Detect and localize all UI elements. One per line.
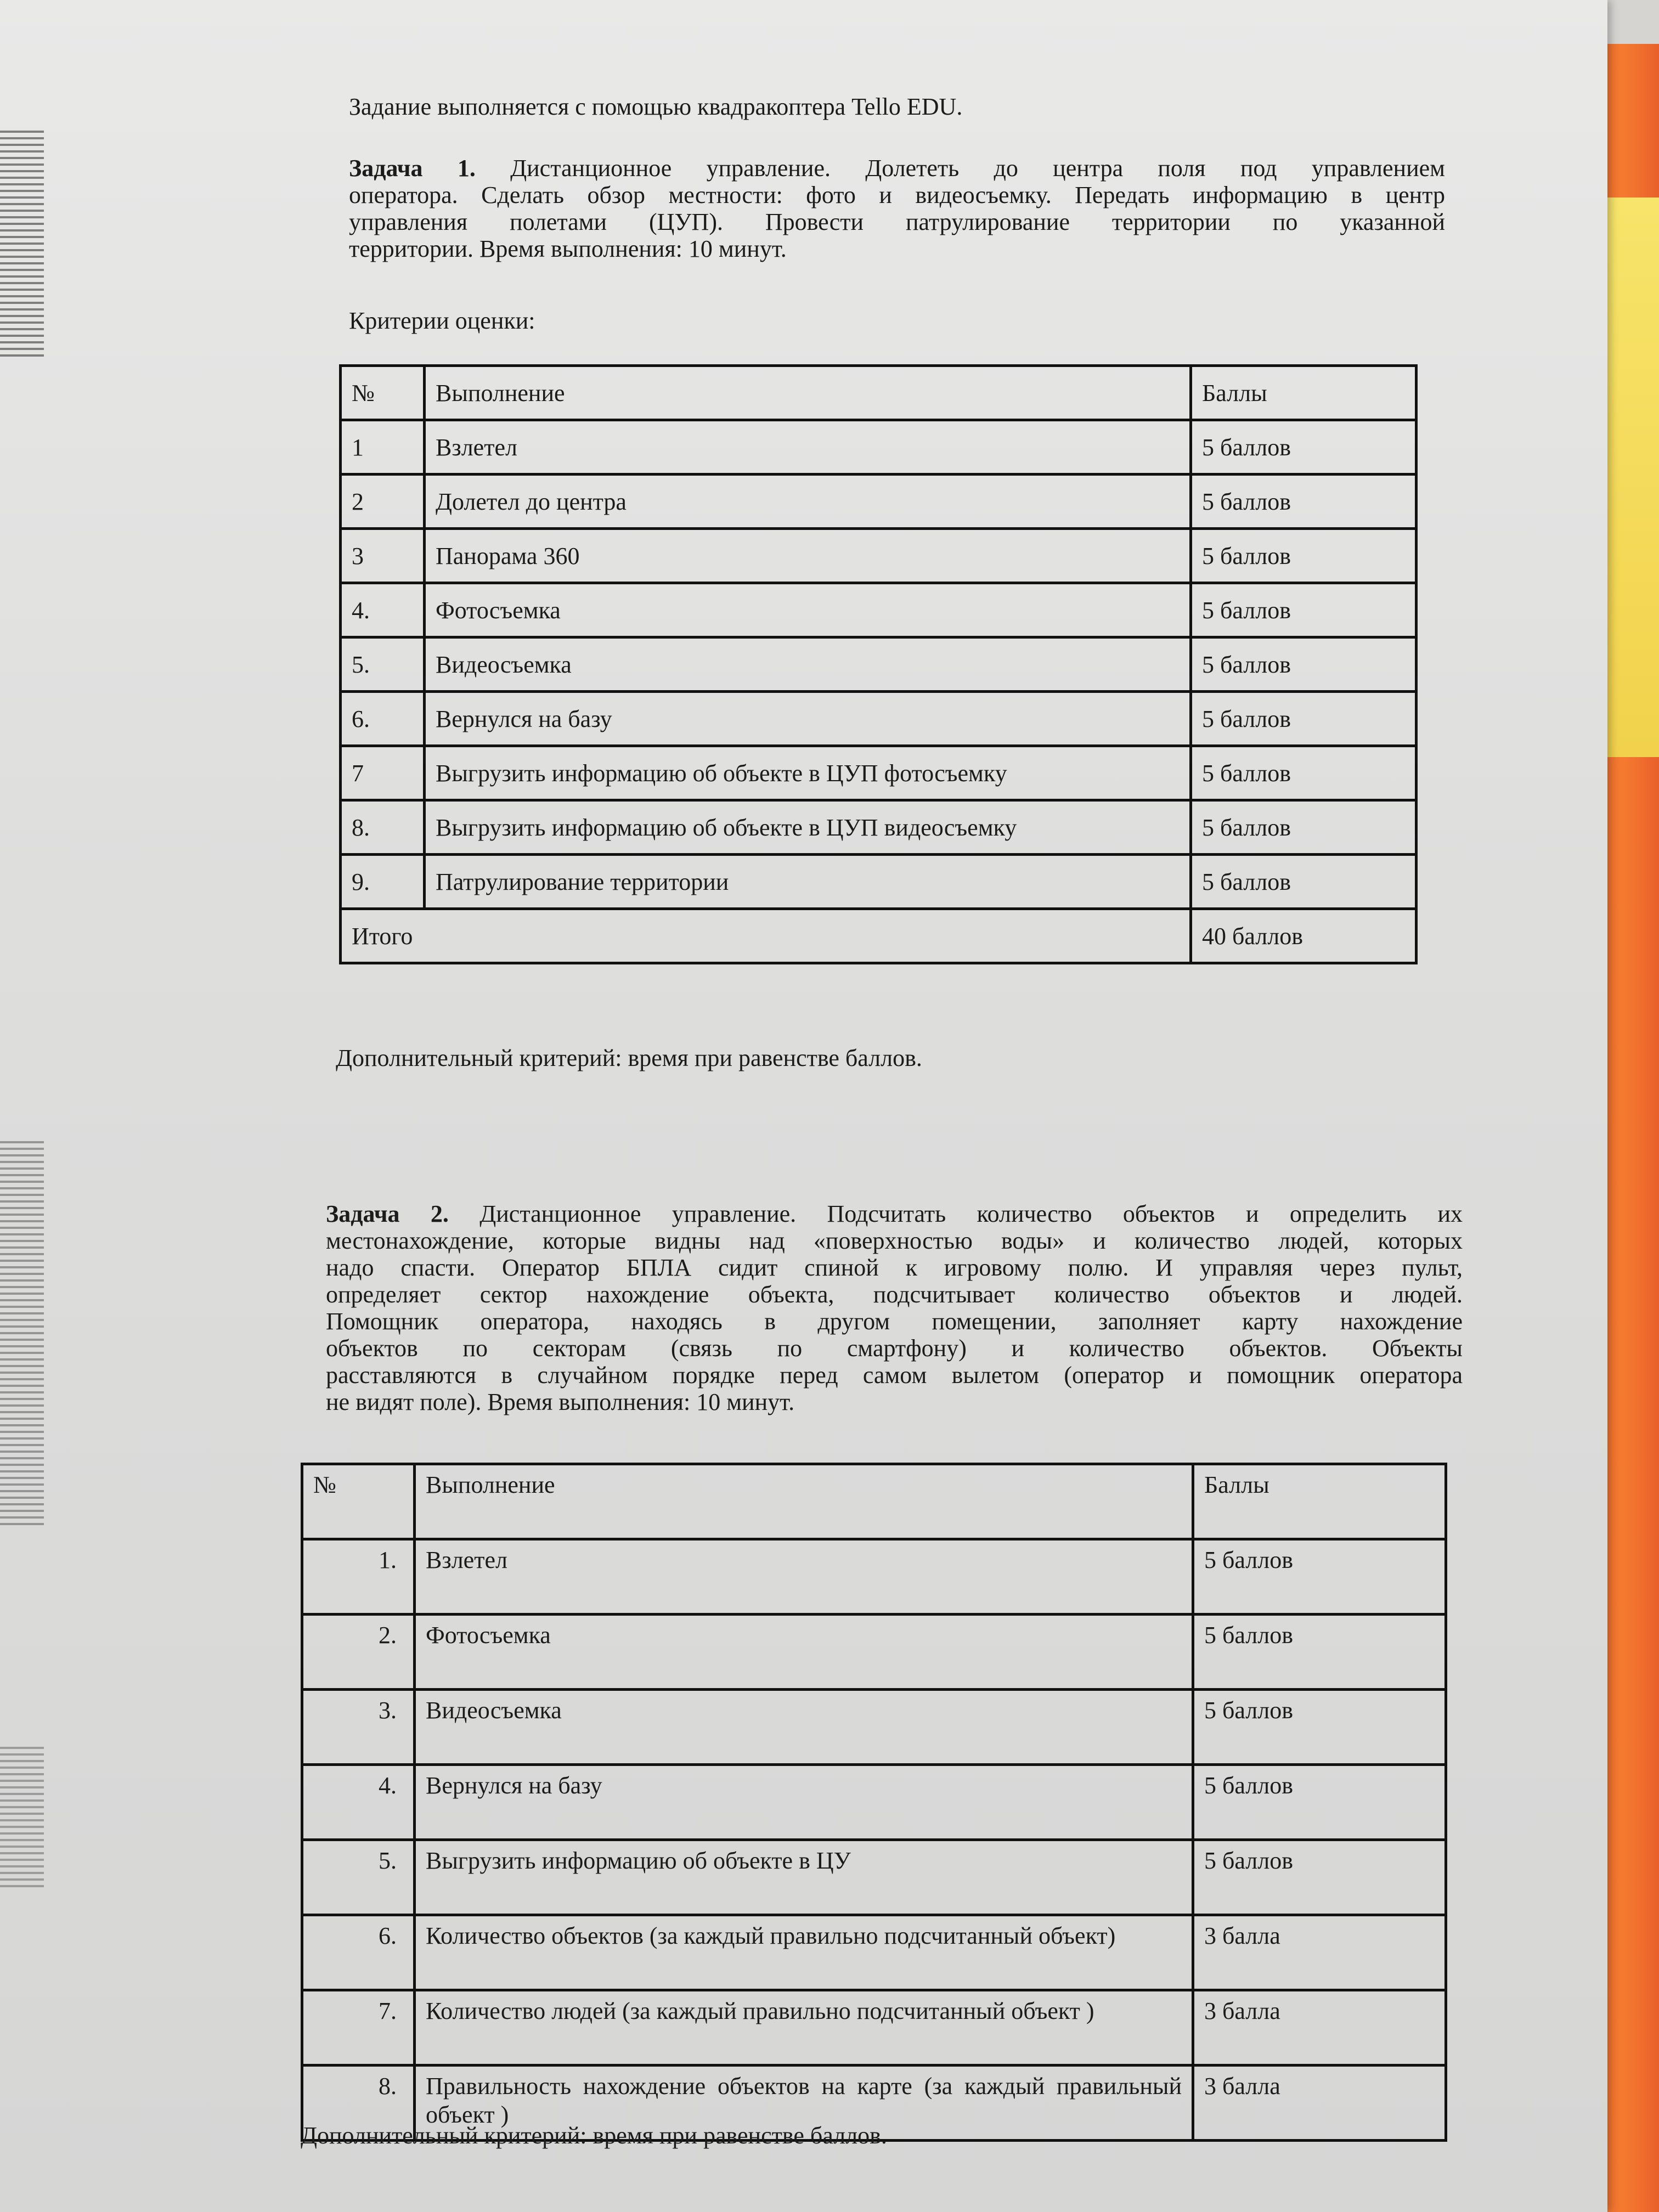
header-task: Выполнение [425,366,1191,420]
row-number: 1 [341,420,425,475]
table-row [302,1539,1446,1615]
table-row [341,637,1417,692]
task2-paragraph [326,1200,1463,1415]
row-task: Количество объектов (за каждый правильно подсчитанный объект) [415,1915,1193,1990]
table-row [341,746,1417,800]
row-number: 3. [302,1690,415,1765]
table-row [341,855,1417,909]
row-number: 4. [341,583,425,637]
row-points: 5 баллов [1191,529,1417,583]
task2-criteria-table [301,1463,1447,2142]
row-number: 2 [341,475,425,529]
row-points: 5 баллов [1191,692,1417,746]
row-points: 5 баллов [1191,855,1417,909]
task2-line: местонахождение, которые видны над «поверхностью воды» и количество людей, которых [326,1227,1463,1254]
row-task: Панорама 360 [425,529,1191,583]
table-header-row [341,366,1417,420]
table-row [341,692,1417,746]
row-number: 7 [341,746,425,800]
criteria-title: Критерии оценки: [349,307,535,334]
table-row [302,1990,1446,2066]
task1-extra-criterion: Дополнительный критерий: время при равенстве баллов. [336,1045,922,1071]
header-number: № [341,366,425,420]
row-task: Количество людей (за каждый правильно подсчитанный объект ) [415,1990,1193,2066]
table-row [302,1690,1446,1765]
task1-label: Задача 1. [349,155,476,182]
task1-line: Задача 1. Дистанционное управление. Долететь до центра поля под управлением [349,155,1446,182]
table-row [302,1765,1446,1840]
intro-text: Задание выполняется с помощью квадракоптера Tello EDU. [349,93,963,120]
row-points: 5 баллов [1191,637,1417,692]
row-task: Выгрузить информацию об объекте в ЦУ [415,1840,1193,1915]
row-task: Взлетел [415,1539,1193,1615]
task2-line: определяет сектор нахождение объекта, подсчитывает количество объектов и людей. [326,1281,1463,1308]
row-points: 5 баллов [1193,1615,1446,1690]
row-number: 4. [302,1765,415,1840]
row-points: 3 балла [1193,1915,1446,1990]
row-points: 5 баллов [1193,1690,1446,1765]
table-row [302,1615,1446,1690]
row-number: 1. [302,1539,415,1615]
row-task: Вернулся на базу [425,692,1191,746]
row-number: 2. [302,1615,415,1690]
row-points: 5 баллов [1191,746,1417,800]
table-row [302,1840,1446,1915]
table-row [341,800,1417,855]
row-task: Фотосъемка [415,1615,1193,1690]
row-points: 5 баллов [1193,1539,1446,1615]
task2-line: Задача 2. Дистанционное управление. Подсчитать количество объектов и определить их [326,1200,1463,1227]
task2-line: не видят поле). Время выполнения: 10 минут. [326,1389,795,1415]
row-number: 6. [302,1915,415,1990]
task2-line: Помощник оператора, находясь в другом помещении, заполняет карту нахождение [326,1308,1463,1335]
table-row [341,583,1417,637]
row-task: Правильность нахождение объектов на карте (за каждый правильный объект ) [415,2066,1193,2141]
header-number: № [302,1464,415,1539]
row-task: Патрулирование территории [425,855,1191,909]
row-number: 5. [341,637,425,692]
row-points: 5 баллов [1191,475,1417,529]
row-points: 5 баллов [1191,800,1417,855]
print-bleed-mark [0,1141,44,1525]
header-task: Выполнение [415,1464,1193,1539]
task2-line: надо спасти. Оператор БПЛА сидит спиной к игровому полю. И управляя через пульт, [326,1254,1463,1281]
task2-extra-criterion: Дополнительный критерий: время при равенстве баллов. [301,2122,887,2149]
task1-line: управления полетами (ЦУП). Провести патрулирование территории по указанной [349,208,1445,235]
table-total-row [341,909,1417,963]
row-task: Взлетел [425,420,1191,475]
task1-line: территории. Время выполнения: 10 минут. [349,235,787,262]
row-number: 5. [302,1840,415,1915]
row-number: 6. [341,692,425,746]
row-task: Вернулся на базу [415,1765,1193,1840]
row-task: Видеосъемка [415,1690,1193,1765]
row-points: 5 баллов [1191,583,1417,637]
row-points: 5 баллов [1191,420,1417,475]
task2-line: расставляются в случайном порядке перед самом вылетом (оператор и помощник оператора [326,1362,1463,1389]
row-points: 3 балла [1193,1990,1446,2066]
row-number: 9. [341,855,425,909]
print-bleed-mark [0,126,44,357]
table-row [341,529,1417,583]
row-task: Выгрузить информацию об объекте в ЦУП видеосъемку [425,800,1191,855]
table-row [302,1915,1446,1990]
row-number: 3 [341,529,425,583]
row-points: 3 балла [1193,2066,1446,2141]
task2-line: объектов по секторам (связь по смартфону) и количество объектов. Объекты [326,1335,1463,1362]
header-points: Баллы [1191,366,1417,420]
row-points: 5 баллов [1193,1765,1446,1840]
row-task: Долетел до центра [425,475,1191,529]
row-number: 8. [302,2066,415,2141]
row-number: 8. [341,800,425,855]
row-points: 5 баллов [1193,1840,1446,1915]
task2-label: Задача 2. [326,1200,449,1227]
row-number: 7. [302,1990,415,2066]
row-task: Видеосъемка [425,637,1191,692]
total-value: 40 баллов [1191,909,1417,963]
row-task: Выгрузить информацию об объекте в ЦУП фотосъемку [425,746,1191,800]
table-row [341,475,1417,529]
table-row [341,420,1417,475]
print-bleed-mark [0,1745,44,1887]
table-header-row [302,1464,1446,1539]
task1-paragraph [349,155,1445,262]
task1-criteria-table [339,364,1418,964]
task1-line: оператора. Сделать обзор местности: фото и видеосъемку. Передать информацию в центр [349,182,1445,208]
row-task: Фотосъемка [425,583,1191,637]
header-points: Баллы [1193,1464,1446,1539]
total-label: Итого [341,909,1191,963]
